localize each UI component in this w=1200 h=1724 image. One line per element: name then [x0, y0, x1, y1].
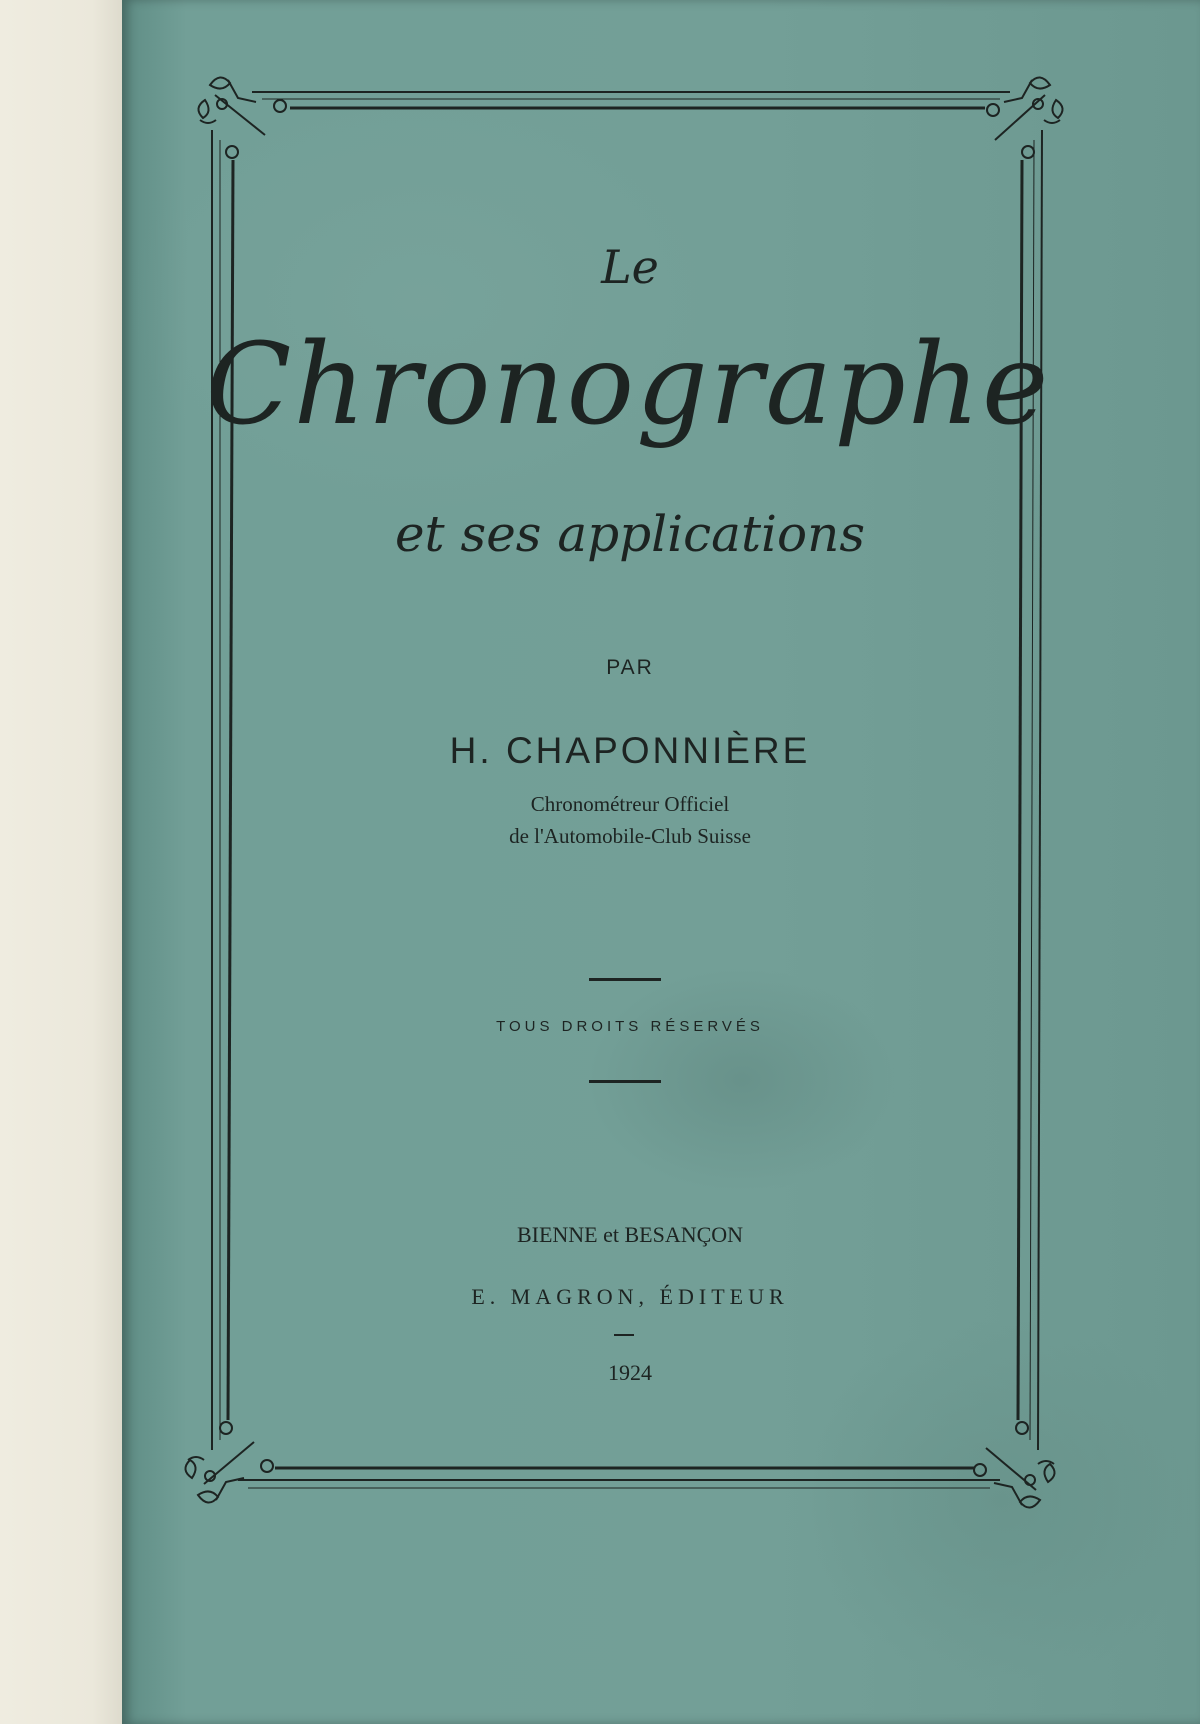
author-role-line2: de l'Automobile-Club Suisse: [509, 824, 751, 848]
floral-flourish-icon: [185, 1442, 254, 1503]
author-name: H. CHAPONNIÈRE: [449, 730, 811, 771]
small-dash: [614, 1334, 634, 1336]
divider-top: [589, 978, 661, 981]
publisher-name: E. MAGRON, ÉDITEUR: [471, 1284, 789, 1309]
author-role-line1: Chronométreur Officiel: [530, 792, 730, 816]
publication-year: 1924: [608, 1360, 652, 1385]
divider-bottom: [589, 1080, 661, 1083]
by-label: PAR: [606, 656, 654, 679]
floral-flourish-icon: [995, 77, 1063, 140]
rights-notice: TOUS DROITS RÉSERVÉS: [496, 1018, 764, 1035]
publication-place: BIENNE et BESANÇON: [516, 1222, 744, 1247]
title-subtitle: et ses applications: [394, 505, 866, 563]
floral-flourish-icon: [986, 1448, 1055, 1508]
title-article: Le: [601, 240, 659, 294]
floral-flourish-icon: [198, 77, 265, 135]
title-main: Chronographe: [205, 320, 1051, 450]
